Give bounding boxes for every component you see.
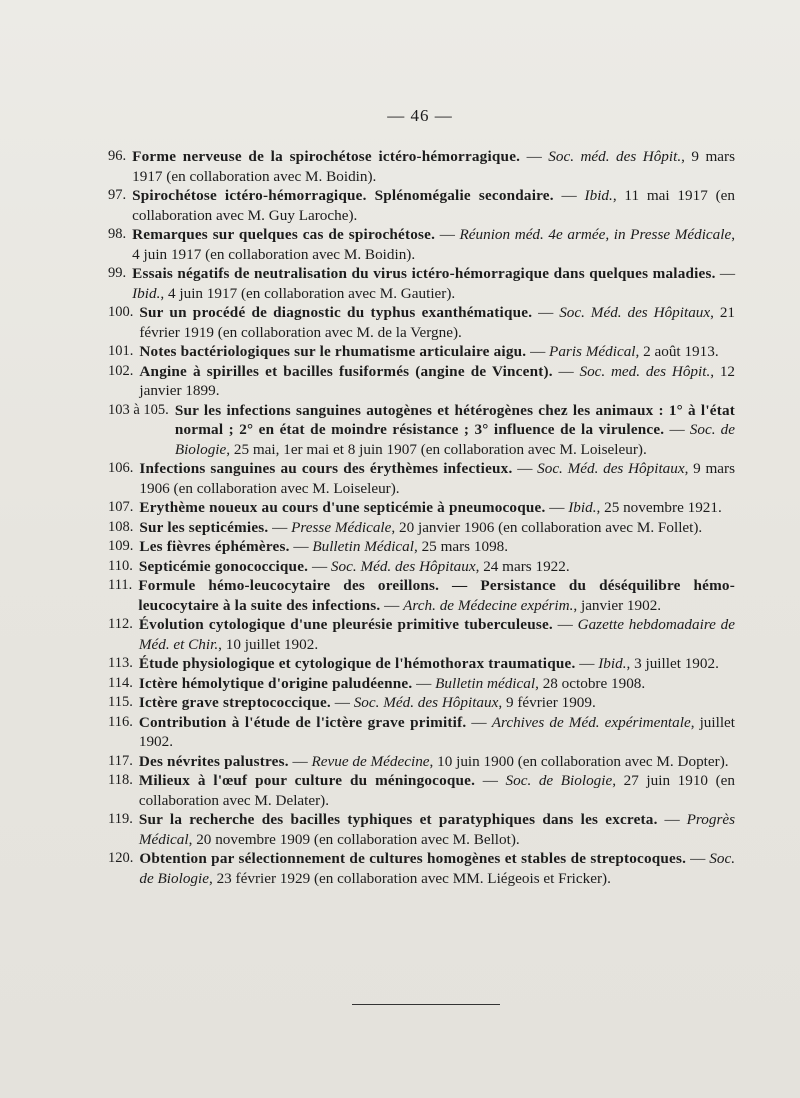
bibliography-entry — [108, 303, 735, 342]
entry-source: Ibid. — [132, 284, 161, 302]
entry-details: , 4 juin 1917 (en collaboration avec M. Boidin). — [132, 226, 736, 263]
entry-text — [139, 713, 735, 752]
entry-separator: — — [575, 655, 599, 672]
entry-number: 107. — [108, 499, 134, 515]
entry-title: Erythème noueux au cours d'une septicémie à pneumocoque. — [139, 499, 546, 516]
entry-separator: — — [330, 694, 354, 711]
entry-title: Obtention par sélectionnement de cultures homogènes et stables de streptocoques. — [139, 850, 687, 867]
entry-number: 120. — [108, 850, 134, 866]
entry-text — [175, 401, 735, 460]
entry-source: Arch. de Médecine expérim. — [403, 596, 574, 614]
entry-separator: — — [288, 752, 312, 770]
entry-title: Sur un procédé de diagnostic du typhus exanthématique. — [139, 304, 533, 321]
entry-text — [139, 518, 735, 538]
entry-title: Sur les septicémies. — [139, 518, 269, 536]
entry-number: 96. — [108, 148, 127, 164]
entry-number: 110. — [108, 557, 133, 574]
footer-rule — [352, 1004, 500, 1005]
entry-number: 119. — [108, 811, 133, 827]
entry-source: Soc. med. des Hôpit. — [579, 362, 711, 380]
bibliography-entry — [108, 362, 735, 401]
entry-source: Ibid. — [568, 499, 597, 516]
bibliography-entry — [108, 518, 735, 538]
entry-details: , 25 mars 1098. — [413, 538, 509, 555]
entry-title: Angine à spirilles et bacilles fusiformés (angine de Vincent). — [139, 362, 553, 380]
bibliography-entry — [108, 576, 735, 615]
entry-number: 115. — [108, 694, 133, 710]
entry-title: Contribution à l'étude de l'ictère grave primitif. — [138, 713, 467, 731]
entry-separator: — — [657, 811, 687, 828]
entry-separator: — — [664, 421, 690, 438]
entry-title: Spirochétose ictéro-hémorragique. Splénomégalie secondaire. — [132, 187, 554, 204]
bibliography-entry — [108, 147, 735, 186]
entry-source: Soc. méd. des Hôpit. — [548, 148, 682, 165]
entry-source: Revue de Médecine — [311, 752, 430, 770]
entry-separator: — — [532, 304, 560, 321]
entry-number: 100. — [108, 304, 134, 320]
entry-separator: — — [552, 362, 580, 380]
entry-details: , 25 mai, 1er mai et 8 juin 1907 (en collaboration avec M. Loiseleur). — [226, 440, 647, 458]
bibliography-entry — [108, 752, 735, 772]
bibliography-entry — [108, 225, 735, 264]
entry-text — [132, 225, 735, 264]
bibliography-list — [108, 147, 735, 888]
entry-separator: — — [520, 148, 549, 165]
entry-separator: — — [686, 850, 710, 867]
entry-separator: — — [466, 713, 492, 731]
entry-source: Soc. de Biologie — [505, 772, 613, 789]
entry-details: , 23 février 1929 (en collaboration avec MM. Liégeois et Fricker). — [208, 869, 611, 887]
entry-text — [139, 342, 735, 362]
bibliography-entry — [108, 186, 735, 225]
entry-number: 117. — [108, 752, 133, 769]
bibliography-entry — [108, 342, 735, 362]
entry-title: Essais négatifs de neutralisation du virus ictéro-hémorragique dans quelques maladies. — [132, 265, 716, 282]
entry-number: 109. — [108, 538, 134, 554]
entry-details: , 11 mai 1917 (en collaboration avec M. Guy Laroche). — [132, 187, 736, 224]
entry-text — [132, 264, 735, 303]
entry-title: Les fièvres éphémères. — [139, 538, 290, 555]
entry-separator: — — [289, 538, 313, 555]
entry-number: 101. — [108, 343, 134, 359]
bibliography-entry — [108, 401, 735, 460]
entry-details: , 10 juin 1900 (en collaboration avec M. Dopter). — [429, 752, 729, 770]
entry-text — [139, 771, 735, 810]
entry-number: 99. — [108, 265, 127, 281]
entry-source: Soc. de Biologie — [139, 850, 735, 887]
bibliography-entry — [108, 459, 735, 498]
entry-separator: — — [545, 499, 569, 516]
entry-separator: — — [475, 772, 506, 789]
entry-text — [139, 810, 735, 849]
entry-details: , 25 novembre 1921. — [596, 499, 722, 516]
entry-text — [138, 576, 735, 615]
bibliography-entry — [108, 264, 735, 303]
bibliography-entry — [108, 693, 735, 713]
entry-separator: — — [526, 343, 550, 360]
bibliography-entry — [108, 654, 735, 674]
entry-number: 102. — [108, 362, 134, 379]
entry-separator: — — [435, 226, 460, 243]
entry-separator: — — [715, 265, 736, 282]
entry-number: 114. — [108, 674, 133, 691]
entry-title: Infections sanguines au cours des érythèmes infectieux. — [139, 460, 513, 477]
entry-details: , 12 janvier 1899. — [139, 362, 736, 399]
entry-separator: — — [552, 616, 578, 633]
entry-source: Soc. Méd. des Hôpitaux — [537, 460, 685, 477]
bibliography-entry — [108, 849, 735, 888]
bibliography-entry — [108, 810, 735, 849]
entry-text — [139, 537, 735, 557]
entry-number: 97. — [108, 187, 127, 203]
entry-source: Réunion méd. 4e armée, in Presse Médicale — [459, 226, 732, 243]
entry-separator: — — [268, 518, 292, 536]
entry-title: Évolution cytologique d'une pleurésie primitive tuberculeuse. — [138, 616, 553, 633]
entry-title: Sur les infections sanguines autogènes et hétérogènes chez les animaux : 1° à l'état normal ; 2° en état de moindre résistance ; 3° influence de la virulence. — [174, 401, 735, 438]
bibliography-entry — [108, 713, 735, 752]
entry-text — [139, 654, 735, 674]
bibliography-entry — [108, 771, 735, 810]
entry-text — [139, 498, 735, 518]
entry-text — [139, 674, 735, 694]
bibliography-entry — [108, 615, 735, 654]
entry-separator: — — [512, 460, 538, 477]
entry-source: Soc. Méd. des Hôpitaux — [353, 694, 499, 711]
entry-text — [139, 693, 735, 713]
entry-separator: — — [553, 187, 585, 204]
entry-details: , 9 février 1909. — [498, 694, 596, 711]
entry-number: 112. — [108, 616, 133, 632]
entry-number: 111. — [108, 577, 133, 593]
entry-number: 98. — [108, 226, 127, 242]
entry-separator: — — [308, 557, 331, 575]
entry-details: , 3 juillet 1902. — [626, 655, 719, 672]
entry-details: , 24 mars 1922. — [475, 557, 570, 575]
entry-details: , 10 juillet 1902. — [218, 635, 319, 653]
entry-title: Ictère grave streptococcique. — [138, 694, 331, 711]
entry-title: Formule hémo-leucocytaire des oreillons. — Persistance du déséquilibre hémo-leucocytaire à la suite des infections. — [138, 577, 735, 614]
entry-source: Soc. de Biologie — [174, 421, 736, 458]
entry-source: Progrès Médical — [138, 811, 736, 848]
entry-number: 108. — [108, 518, 134, 535]
entry-details: , 4 juin 1917 (en collaboration avec M. Gautier). — [160, 284, 456, 302]
entry-text — [132, 147, 735, 186]
entry-details: , 20 janvier 1906 (en collaboration avec M. Follet). — [391, 518, 703, 536]
entry-source: Ibid. — [584, 187, 613, 204]
entry-source: Bulletin médical — [435, 674, 536, 692]
entry-number: 103 à 105. — [108, 401, 169, 418]
entry-source: Bulletin Médical — [312, 538, 414, 555]
entry-title: Forme nerveuse de la spirochétose ictéro-hémorragique. — [132, 148, 521, 165]
entry-separator: — — [412, 674, 436, 692]
entry-separator: — — [380, 596, 404, 614]
entry-source: Archives de Méd. expérimentale — [491, 713, 691, 731]
entry-title: Étude physiologique et cytologique de l'hémothorax traumatique. — [138, 655, 576, 672]
entry-source: Soc. Méd. des Hôpitaux — [559, 304, 711, 321]
entry-source: Paris Médical — [549, 343, 636, 360]
entry-title: Milieux à l'œuf pour culture du méningocoque. — [138, 772, 476, 789]
entry-details: , 27 juin 1910 (en collaboration avec M. Delater). — [138, 772, 735, 809]
page-number: — 46 — — [387, 106, 453, 125]
entry-title: Remarques sur quelques cas de spirochétose. — [132, 226, 436, 243]
bibliography-entry — [108, 498, 735, 518]
entry-title: Des névrites palustres. — [138, 752, 289, 770]
entry-text — [139, 459, 735, 498]
entry-details: , 21 février 1919 (en collaboration avec M. de la Vergne). — [139, 304, 736, 341]
entry-number: 113. — [108, 655, 133, 671]
entry-details: , 28 octobre 1908. — [535, 674, 646, 692]
entry-details: , 9 mars 1917 (en collaboration avec M. Boidin). — [132, 148, 735, 185]
entry-number: 118. — [108, 772, 133, 788]
entry-title: Sur la recherche des bacilles typhiques et paratyphiques dans les excreta. — [138, 811, 658, 828]
entry-source: Presse Médicale — [291, 518, 392, 536]
entry-details: , juillet 1902. — [138, 713, 736, 750]
entry-details: , 20 novembre 1909 (en collaboration avec M. Bellot). — [188, 830, 520, 848]
entry-source: Ibid. — [598, 655, 627, 672]
entry-details: , 2 août 1913. — [635, 343, 719, 360]
entry-title: Septicémie gonococcique. — [138, 557, 309, 575]
entry-text — [132, 186, 735, 225]
entry-text — [139, 557, 735, 577]
entry-title: Notes bactériologiques sur le rhumatisme articulaire aigu. — [139, 343, 527, 360]
entry-source: Soc. Méd. des Hôpitaux — [330, 557, 476, 575]
entry-details: , 9 mars 1906 (en collaboration avec M. Loiseleur). — [139, 460, 735, 497]
bibliography-entry — [108, 674, 735, 694]
bibliography-entry — [108, 557, 735, 577]
entry-text — [139, 752, 735, 772]
entry-number: 116. — [108, 713, 133, 730]
entry-text — [139, 303, 735, 342]
bibliography-entry — [108, 537, 735, 557]
entry-title: Ictère hémolytique d'origine paludéenne. — [138, 674, 413, 692]
entry-details: , janvier 1902. — [573, 596, 662, 614]
entry-number: 106. — [108, 460, 134, 476]
entry-text — [139, 615, 735, 654]
entry-text — [139, 362, 735, 401]
entry-source: Gazette hebdomadaire de Méd. et Chir. — [138, 616, 735, 653]
entry-text — [139, 849, 735, 888]
